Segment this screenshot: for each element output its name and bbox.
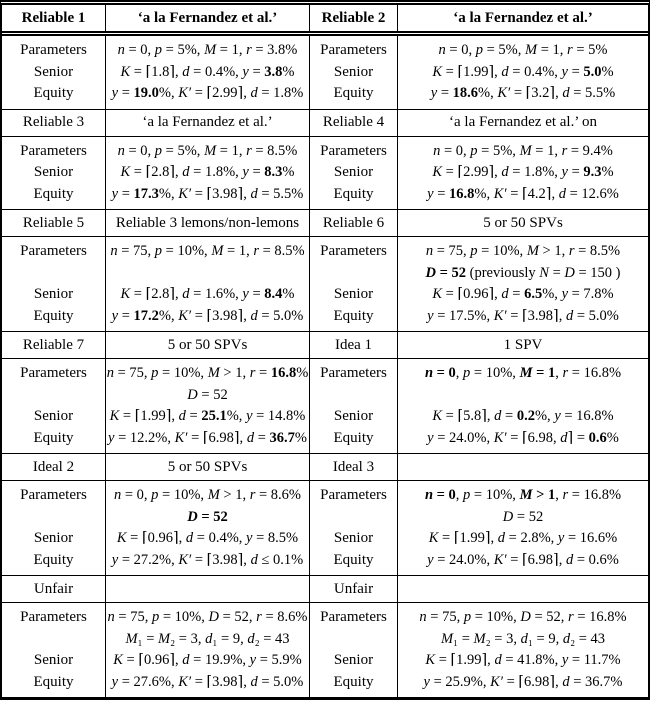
case-description: 5 or 50 SPVs <box>397 210 648 236</box>
case-description: ‘a la Fernandez et al.’ <box>105 110 309 136</box>
case-name: Reliable 2 <box>309 5 397 31</box>
row-label: Equity <box>333 85 374 101</box>
case-description: ‘a la Fernandez et al.’ <box>105 5 309 31</box>
math-line: K = ⌈1.99⌉, d = 2.8%, y = 16.6% <box>428 530 618 546</box>
row-labels <box>2 36 105 109</box>
math-line: y = 17.3%, K′ = ⌈3.98⌉, d = 5.5% <box>111 185 304 202</box>
row-label: Equity <box>33 85 74 101</box>
case-description: ‘a la Fernandez et al.’ <box>397 5 648 31</box>
math-line: K = ⌈0.96⌉, d = 6.5%, y = 7.8% <box>432 286 614 302</box>
row-labels <box>2 137 105 210</box>
row-label: Senior <box>333 530 374 546</box>
math-line: n = 75, p = 10%, M > 1, r = 16.8% <box>106 365 309 381</box>
case-name: Reliable 6 <box>309 210 397 236</box>
case-name: Reliable 3 <box>22 114 85 130</box>
row-label: Senior <box>33 286 74 302</box>
math-line: n = 0, p = 10%, M > 1, r = 8.6% <box>113 487 302 503</box>
case-header-row <box>2 109 648 137</box>
row-label: Senior <box>33 63 74 80</box>
case-description: 5 or 50 SPVs <box>105 454 309 480</box>
case-description: ‘a la Fernandez et al.’ on <box>397 110 648 136</box>
row-label: Equity <box>33 307 74 324</box>
math-line: K = ⌈1.99⌉, d = 0.4%, y = 5.0% <box>432 63 614 80</box>
row-label: Parameters <box>20 609 87 625</box>
row-label: Parameters <box>20 142 87 159</box>
case-values <box>105 603 309 697</box>
case-content-row <box>2 36 648 109</box>
case-name: Reliable 4 <box>309 110 397 136</box>
math-line: n = 0, p = 10%, M > 1, r = 16.8% <box>424 487 622 503</box>
case-header-row <box>2 5 648 36</box>
math-line: n = 75, p = 10%, D = 52, r = 8.6% <box>107 609 308 625</box>
math-line: y = 17.5%, K′ = ⌈3.98⌉, d = 5.0% <box>427 307 619 324</box>
math-line: K = ⌈0.96⌉, d = 0.4%, y = 8.5% <box>116 530 299 546</box>
case-values <box>105 237 309 331</box>
row-label: Equity <box>33 673 74 690</box>
case-values <box>397 237 648 331</box>
row-label: Senior <box>33 652 74 668</box>
math-line: y = 27.6%, K′ = ⌈3.98⌉, d = 5.0% <box>111 673 304 690</box>
case-description <box>397 454 648 480</box>
row-label: Equity <box>333 673 374 690</box>
case-values <box>105 359 309 453</box>
case-name: Ideal 3 <box>309 454 397 480</box>
math-line: D = 52 (previously N = D = 150 ) <box>425 264 621 281</box>
row-labels <box>309 237 397 331</box>
case-name: Ideal 2 <box>32 458 75 475</box>
math-line: n = 0, p = 5%, M = 1, r = 8.5% <box>117 142 298 159</box>
case-values <box>105 36 309 109</box>
case-header-row <box>2 575 648 603</box>
row-label: Parameters <box>20 42 87 58</box>
math-line: y = 24.0%, K′ = ⌈6.98⌉, d = 0.6% <box>427 551 619 568</box>
row-label: Parameters <box>20 487 87 503</box>
math-line: y = 25.9%, K′ = ⌈6.98⌉, d = 36.7% <box>423 673 623 690</box>
row-label: Equity <box>333 185 374 202</box>
math-line: y = 17.2%, K′ = ⌈3.98⌉, d = 5.0% <box>111 307 304 324</box>
row-label: Parameters <box>320 365 387 381</box>
row-label: Parameters <box>320 142 387 159</box>
case-values <box>105 137 309 210</box>
case-values <box>105 481 309 575</box>
math-line: n = 75, p = 10%, M = 1, r = 8.5% <box>110 243 305 259</box>
row-label: Senior <box>333 63 374 80</box>
case-name: Reliable 1 <box>21 9 86 26</box>
case-name: Reliable 5 <box>22 214 85 231</box>
case-values <box>397 481 648 575</box>
math-line: K = ⌈1.8⌉, d = 0.4%, y = 3.8% <box>120 63 295 80</box>
case-description: 5 or 50 SPVs <box>105 332 309 358</box>
math-line: K = ⌈2.99⌉, d = 1.8%, y = 9.3% <box>432 164 614 180</box>
math-line: n = 0, p = 5%, M = 1, r = 3.8% <box>117 42 298 58</box>
row-labels <box>2 603 105 697</box>
math-line: D = 52 <box>187 508 228 525</box>
row-label: Equity <box>333 429 374 446</box>
math-line: n = 75, p = 10%, D = 52, r = 16.8% <box>419 609 627 625</box>
case-content-row <box>2 237 648 331</box>
row-label: Equity <box>333 551 374 568</box>
row-label: Senior <box>333 408 374 424</box>
math-line: M₁ = M₂ = 3, d₁ = 9, d₂ = 43 <box>125 630 290 647</box>
math-line: y = 18.6%, K′ = ⌈3.2⌉, d = 5.5% <box>430 85 616 101</box>
math-line: K = ⌈1.99⌉, d = 25.1%, y = 14.8% <box>109 408 306 424</box>
row-labels <box>309 481 397 575</box>
math-line: y = 12.2%, K′ = ⌈6.98⌉, d = 36.7% <box>108 429 307 446</box>
row-labels <box>309 359 397 453</box>
case-description <box>397 576 648 602</box>
math-line: K = ⌈1.99⌉, d = 41.8%, y = 11.7% <box>425 652 621 668</box>
row-labels <box>309 36 397 109</box>
row-labels <box>309 137 397 210</box>
math-line: M₁ = M₂ = 3, d₁ = 9, d₂ = 43 <box>440 630 606 647</box>
row-labels <box>2 237 105 331</box>
case-name: Idea 1 <box>309 332 397 358</box>
row-labels <box>2 481 105 575</box>
row-label: Equity <box>333 307 374 324</box>
math-line: n = 0, p = 5%, M = 1, r = 9.4% <box>433 142 613 159</box>
case-name: Reliable 7 <box>22 336 85 353</box>
math-line: n = 75, p = 10%, M > 1, r = 8.5% <box>425 243 621 259</box>
row-label: Senior <box>333 652 374 668</box>
case-values <box>397 137 648 210</box>
case-description: Reliable 3 lemons/non-lemons <box>105 210 309 236</box>
row-label: Parameters <box>320 243 387 259</box>
row-label: Parameters <box>320 42 387 58</box>
row-label: Equity <box>33 551 74 568</box>
row-label: Senior <box>33 164 74 180</box>
case-values <box>397 359 648 453</box>
math-line: D = 52 <box>502 508 544 525</box>
math-line: K = ⌈2.8⌉, d = 1.8%, y = 8.3% <box>120 164 295 180</box>
case-content-row <box>2 481 648 575</box>
math-line: n = 0, p = 5%, M = 1, r = 5% <box>438 42 608 58</box>
row-label: Parameters <box>320 609 387 625</box>
math-line: K = ⌈2.8⌉, d = 1.6%, y = 8.4% <box>120 286 295 302</box>
row-labels <box>309 603 397 697</box>
case-description: 1 SPV <box>397 332 648 358</box>
row-label: Equity <box>33 429 74 446</box>
math-line: y = 19.0%, K′ = ⌈2.99⌉, d = 1.8% <box>111 85 304 101</box>
row-label: Senior <box>33 530 74 546</box>
case-header-row <box>2 209 648 237</box>
row-label: Parameters <box>320 487 387 503</box>
math-line: n = 0, p = 10%, M = 1, r = 16.8% <box>424 365 622 381</box>
math-line: K = ⌈0.96⌉, d = 19.9%, y = 5.9% <box>113 652 302 668</box>
math-line: K = ⌈5.8⌉, d = 0.2%, y = 16.8% <box>432 408 614 424</box>
case-description <box>105 576 309 602</box>
case-values <box>397 36 648 109</box>
math-line: D = 52 <box>187 386 228 403</box>
case-header-row <box>2 331 648 359</box>
math-line: y = 24.0%, K′ = ⌈6.98, d⌉ = 0.6% <box>427 429 619 446</box>
row-label: Senior <box>333 164 374 180</box>
row-label: Senior <box>333 286 374 302</box>
case-name: Unfair <box>33 580 74 597</box>
math-line: y = 16.8%, K′ = ⌈4.2⌉, d = 12.6% <box>427 185 619 202</box>
case-header-row <box>2 453 648 481</box>
case-values <box>397 603 648 697</box>
row-label: Parameters <box>20 365 87 381</box>
case-content-row <box>2 603 648 697</box>
case-content-row <box>2 137 648 210</box>
math-line: y = 27.2%, K′ = ⌈3.98⌉, d ≤ 0.1% <box>111 551 304 568</box>
case-content-row <box>2 359 648 453</box>
row-label: Parameters <box>20 243 87 259</box>
row-label: Equity <box>33 185 74 202</box>
row-labels <box>2 359 105 453</box>
case-name: Unfair <box>309 576 397 602</box>
row-label: Senior <box>33 408 74 424</box>
